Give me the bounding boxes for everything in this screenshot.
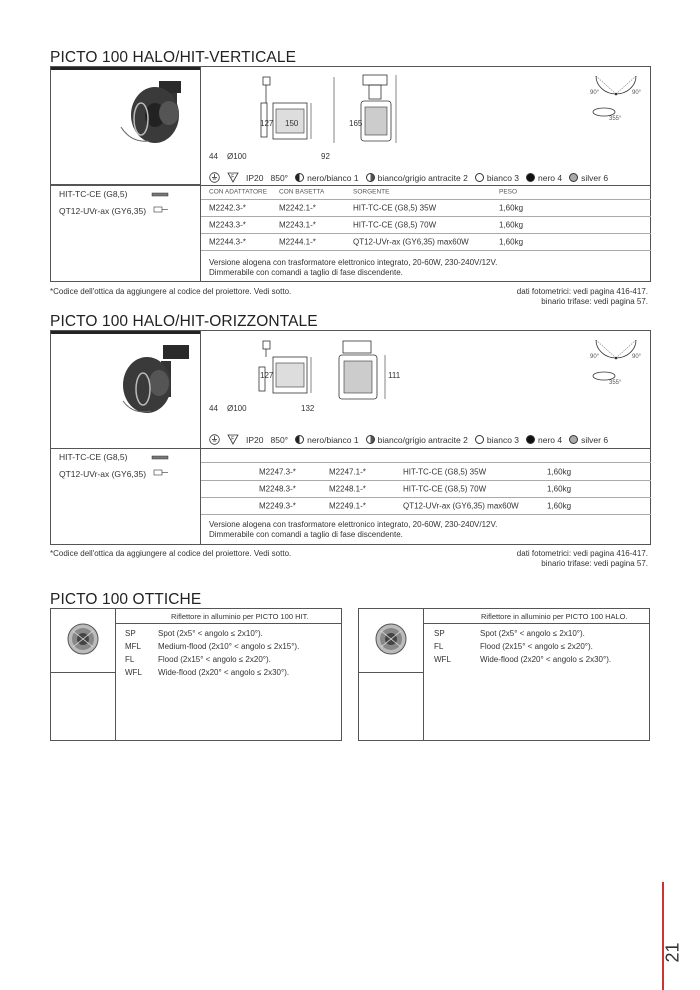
- tilt-angle-left: 90°: [590, 90, 600, 96]
- spotlight-horizontal-image: [51, 331, 201, 449]
- reflector-image-halo: [359, 609, 424, 673]
- rotation-angle: 355°: [609, 116, 622, 122]
- table-row: M2244.3-* M2244.1-* QT12-UVr-ax (GY6,35) max60W 1,60kg: [201, 234, 651, 251]
- description-line-2: Dimmerabile con comandi a taglio di fase discendente.: [209, 530, 403, 539]
- color-swatch: [475, 435, 484, 444]
- color-option-6: silver 6: [569, 435, 608, 445]
- table-header-spacer: [201, 448, 651, 463]
- table-row: M2249.3-* M2249.1-* QT12-UVr-ax (GY6,35) max60W 1,60kg: [201, 498, 651, 515]
- dim-width-2: Ø100: [227, 404, 247, 413]
- ip-rating: IP20: [246, 434, 264, 445]
- photometric-ref: dati fotometrici: vedi pagina 416-417.: [516, 287, 648, 296]
- color-option-4: nero 4: [526, 435, 562, 445]
- reflector-image-hit: [51, 609, 116, 673]
- f-mark-icon: [227, 434, 239, 445]
- rotation-angle: 355°: [609, 380, 622, 386]
- svg-text:F: F: [231, 174, 235, 180]
- lamp-halogen-icon: [151, 469, 171, 479]
- spotlight-vertical-image: [51, 67, 201, 185]
- ground-icon: [209, 172, 220, 183]
- page-marker-line: [662, 882, 664, 990]
- color-option-3: bianco 3: [475, 435, 519, 445]
- lamp-type-1: HIT-TC-CE (G8,5): [59, 189, 128, 199]
- color-option-6: silver 6: [569, 173, 608, 183]
- page-number: 21: [662, 942, 683, 963]
- reference-notes: [517, 549, 648, 569]
- tilt-angle-right: 90°: [632, 90, 642, 96]
- dim-height-2: 111: [388, 371, 401, 380]
- lamp-hit-icon: [151, 190, 171, 200]
- lamp-types-verticale: [51, 185, 201, 281]
- reflector-icon: [51, 609, 116, 673]
- description-orizzontale: [209, 520, 497, 540]
- track-ref: binario trifase: vedi pagina 57.: [541, 559, 648, 568]
- color-option-1: nero/bianco 1: [295, 173, 359, 183]
- ip-rating: IP20: [246, 172, 264, 183]
- color-swatch: [569, 173, 578, 182]
- dim-width-1: 44: [209, 152, 218, 161]
- lamp-halogen-icon: [151, 206, 171, 216]
- dim-height-2: 150: [285, 119, 299, 128]
- table-row: M2243.3-* M2243.1-* HIT-TC-CE (G8,5) 70W 1,60kg: [201, 217, 651, 234]
- dim-width-1: 44: [209, 404, 218, 413]
- f-mark-icon: [227, 172, 239, 183]
- ground-icon: [209, 434, 220, 445]
- section-title-verticale: PICTO 100 HALO/HIT-VERTICALE: [50, 49, 297, 66]
- dim-height-1: 127: [260, 371, 274, 380]
- color-swatch: [569, 435, 578, 444]
- color-swatch: [295, 435, 304, 444]
- optics-box-hit: Riflettore in alluminio per PICTO 100 HIT. SP Spot (2x5° < angolo ≤ 2x10°). MFL Medium-flood (2x10° < angolo ≤ 2x15°). FL Flood (2x15° < angolo ≤ 2x20°). WFL Wide-flood (2x20° < angolo ≤ 2x30°).: [50, 608, 342, 741]
- description-line-1: Versione alogena con trasformatore elettronico integrato, 20-60W, 230-240V/12V.: [209, 520, 498, 529]
- lamp-type-1: HIT-TC-CE (G8,5): [59, 452, 128, 462]
- product-image-verticale: [51, 67, 201, 185]
- optics-box-halo: Riflettore in alluminio per PICTO 100 HALO. SP Spot (2x5° < angolo ≤ 2x10°). FL Flood (2x15° < angolo ≤ 2x20°). WFL Wide-flood (2x20° < angolo ≤ 2x30°).: [358, 608, 650, 741]
- temperature-rating: 850°: [270, 434, 289, 445]
- lamp-type-2: QT12-UVr-ax (GY6,35): [59, 206, 147, 216]
- color-swatch: [526, 173, 535, 182]
- description-line-2: Dimmerabile con comandi a taglio di fase discendente.: [209, 268, 403, 277]
- table-header: CON ADATTATORE CON BASETTA SORGENTE PESO: [201, 185, 651, 200]
- spec-icons-row: [201, 169, 615, 186]
- note-optic-code: *Codice dell'ottica da aggiungere al codice del proiettore. Vedi sotto.: [50, 549, 292, 558]
- track-ref: binario trifase: vedi pagina 57.: [541, 297, 648, 306]
- section-title-ottiche: PICTO 100 OTTICHE: [50, 591, 202, 608]
- color-swatch: [526, 435, 535, 444]
- tilt-angle-right: 90°: [632, 354, 642, 360]
- description-verticale: [209, 258, 497, 278]
- lamp-type-2: QT12-UVr-ax (GY6,35): [59, 469, 147, 479]
- photometric-ref: dati fotometrici: vedi pagina 416-417.: [516, 549, 648, 558]
- description-line-1: Versione alogena con trasformatore elettronico integrato, 20-60W, 230-240V/12V.: [209, 258, 498, 267]
- svg-text:F: F: [231, 436, 235, 442]
- color-swatch: [366, 435, 375, 444]
- color-swatch: [295, 173, 304, 182]
- temperature-rating: 850°: [270, 172, 289, 183]
- color-option-4: nero 4: [526, 173, 562, 183]
- color-option-3: bianco 3: [475, 173, 519, 183]
- dim-height-3: 165: [349, 119, 363, 128]
- color-option-2: bianco/grigio antracite 2: [366, 435, 468, 445]
- color-option-1: nero/bianco 1: [295, 435, 359, 445]
- dimension-drawing-orizzontale: [201, 331, 411, 431]
- product-box-verticale: [50, 66, 651, 282]
- color-option-2: bianco/grigio antracite 2: [366, 173, 468, 183]
- spec-icons-row: [201, 431, 615, 448]
- product-box-orizzontale: [50, 330, 651, 545]
- section-title-orizzontale: PICTO 100 HALO/HIT-ORIZZONTALE: [50, 313, 318, 330]
- color-swatch: [366, 173, 375, 182]
- table-row: M2242.3-* M2242.1-* HIT-TC-CE (G8,5) 35W 1,60kg: [201, 200, 651, 217]
- color-swatch: [475, 173, 484, 182]
- dim-height-1: 127: [260, 119, 274, 128]
- product-image-orizzontale: [51, 331, 201, 449]
- table-row: M2248.3-* M2248.1-* HIT-TC-CE (G8,5) 70W 1,60kg: [201, 481, 651, 498]
- dim-width-3: 92: [321, 152, 330, 161]
- note-optic-code: *Codice dell'ottica da aggiungere al codice del proiettore. Vedi sotto.: [50, 287, 292, 296]
- table-row: M2247.3-* M2247.1-* HIT-TC-CE (G8,5) 35W 1,60kg: [201, 463, 651, 481]
- reflector-header-halo: Riflettore in alluminio per PICTO 100 HALO.: [481, 612, 628, 621]
- reference-notes: [517, 287, 648, 307]
- reflector-header-hit: Riflettore in alluminio per PICTO 100 HIT.: [171, 612, 309, 621]
- reflector-icon: [359, 609, 424, 673]
- lamp-types-orizzontale: [51, 448, 201, 544]
- dim-width-3: 132: [301, 404, 315, 413]
- lamp-hit-icon: [151, 453, 171, 463]
- tilt-angle-left: 90°: [590, 354, 600, 360]
- dim-width-2: Ø100: [227, 152, 247, 161]
